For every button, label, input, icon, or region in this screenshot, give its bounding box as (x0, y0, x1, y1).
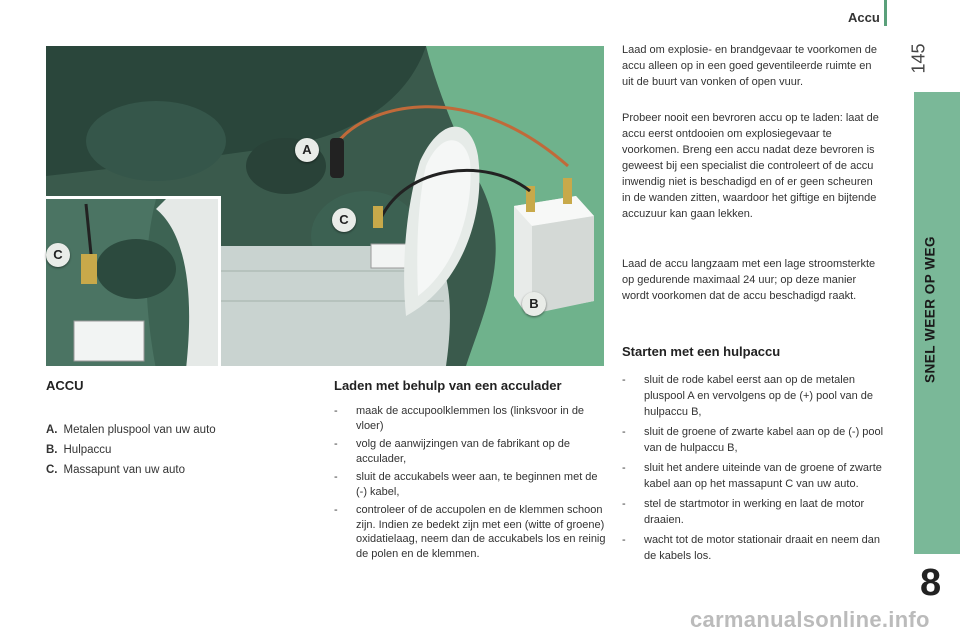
inset-box (46, 196, 221, 366)
label-c-inset: C (46, 243, 70, 267)
list-item: - maak de accupoolklemmen los (linksvoor in de vloer) (334, 404, 606, 433)
legend-text: Metalen pluspool van uw auto (63, 424, 216, 436)
accu-legend (46, 420, 216, 480)
list-item: - stel de startmotor in werking en laat de motor draaien. (622, 496, 884, 528)
charging-heading: Laden met behulp van een acculader (334, 378, 562, 393)
watermark: carmanualsonline.info (690, 607, 930, 632)
list-item: - sluit de accukabels weer aan, te beginnen met de (-) kabel, (334, 470, 606, 499)
legend-text: Massapunt van uw auto (63, 464, 185, 476)
legend-item (46, 420, 216, 440)
list-item: - volg de aanwijzingen van de fabrikant op de acculader, (334, 437, 606, 466)
list-item: - controleer of de accupolen en de klemmen schoon zijn. Indien ze bedekt zijn met een (witte of groene) oxidatielaag, neem dan de accukabels los en reinig de polen en de klemmen. (334, 503, 606, 561)
legend-key: A. (46, 424, 58, 436)
list-item: - wacht tot de motor stationair draait en neem dan de kabels los. (622, 532, 884, 564)
legend-key: B. (46, 444, 58, 456)
legend-item (46, 440, 216, 460)
safety-paragraph-2: Probeer nooit een bevroren accu op te laden: laat de accu eerst ontdooien om explosiegevaar te voorkomen. Breng een accu nadat deze bevroren is geweest bij een specialist die controleert of de accu inwendig niet is beschadigd en of er geen scheuren in de wanden zitten, waardoor het giftige en bijtende accuzuur kan gaan lekken. (622, 112, 879, 220)
legend-text: Hulpaccu (63, 444, 112, 456)
chapter-number: 8 (920, 562, 942, 604)
battery-illustration (46, 46, 604, 366)
page-number: 145 (908, 43, 929, 74)
charging-steps (334, 404, 606, 565)
header-title: Accu (848, 10, 880, 25)
inset-drawing (46, 199, 218, 366)
list-item: - sluit het andere uiteinde van de groene of zwarte kabel aan op het massapunt C van uw auto. (622, 460, 884, 492)
jump-start-heading: Starten met een hulpaccu (622, 344, 781, 359)
list-item: - sluit de rode kabel eerst aan op de metalen pluspool A en vervolgens op de (+) pool van de hulpaccu B, (622, 372, 884, 420)
safety-paragraph-1: Laad om explosie- en brandgevaar te voorkomen de accu alleen op in een goed geventileerde ruimte en uit de buurt van vonken of open vuur. (622, 44, 877, 88)
chapter-title: SNEL WEER OP WEG (922, 235, 938, 384)
label-a: A (295, 138, 319, 162)
accu-heading: ACCU (46, 378, 84, 393)
legend-item (46, 460, 216, 480)
safety-paragraph-3: Laad de accu langzaam met een lage stroomsterkte op gedurende maximaal 24 uur; op deze manier wordt voorkomen dat de accu beschadigd raakt. (622, 258, 876, 302)
header-rule (884, 0, 887, 26)
chapter-side-tab (914, 92, 960, 554)
list-item: - sluit de groene of zwarte kabel aan op de (-) pool van de hulpaccu B, (622, 424, 884, 456)
legend-key: C. (46, 464, 58, 476)
jump-start-steps (622, 372, 884, 568)
label-c-main: C (332, 208, 356, 232)
label-b: B (522, 292, 546, 316)
